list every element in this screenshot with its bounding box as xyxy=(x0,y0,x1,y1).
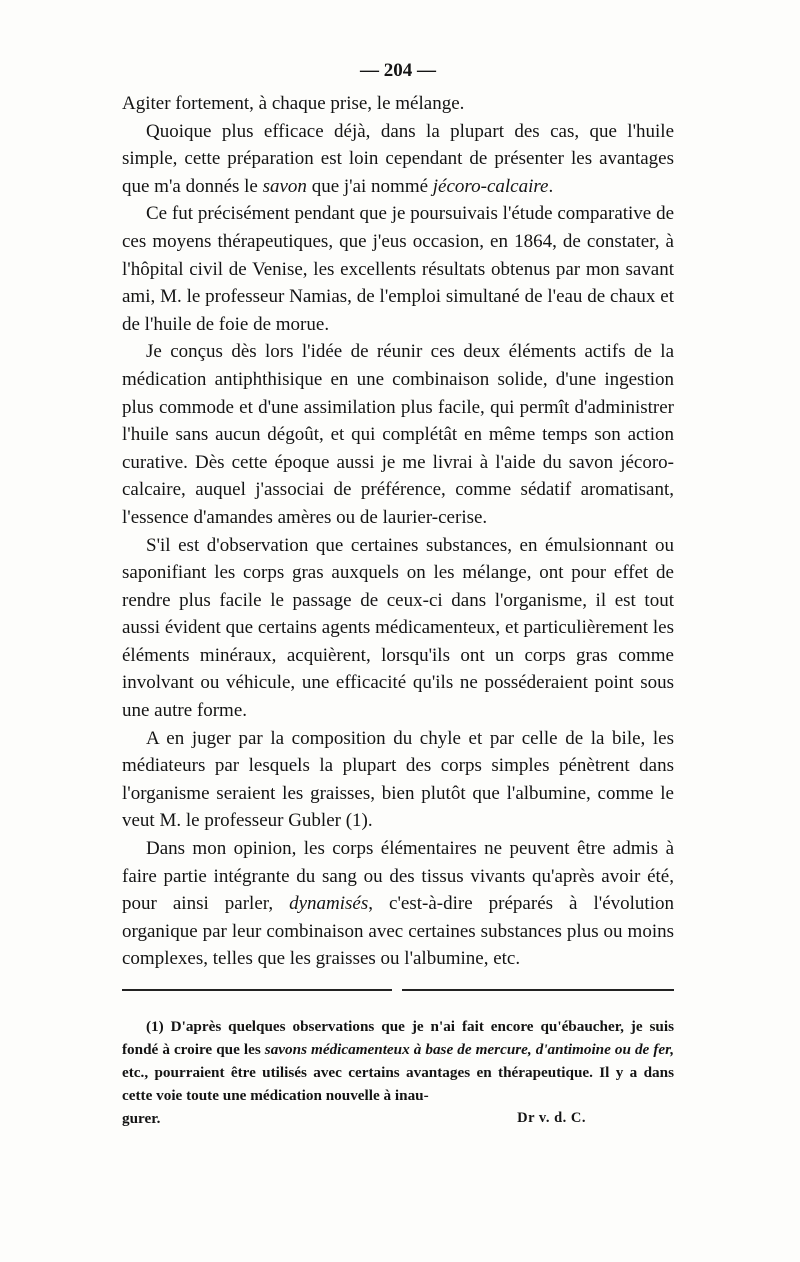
paragraph-2-italic-savon: savon xyxy=(262,175,307,197)
paragraph-2-text-a: Quoique plus efficace déjà, dans la plupart des cas, que l'huile simple, cette préparation est loin cependant de présenter les avantages que m'a donnés le xyxy=(122,120,674,197)
paragraph-7-italic-dynamises: dynamisés xyxy=(289,893,369,915)
body-text xyxy=(122,90,674,973)
footnote-separator xyxy=(122,989,674,991)
footnote-italic: savons médicamenteux à base de mercure, d'antimoine ou de fer, xyxy=(264,1041,674,1058)
footnote-text-b: etc., pourraient être utilisés avec certains avantages en thérapeutique. Il y a dans cette voie toute une médication nouvelle à inau- xyxy=(122,1064,674,1104)
paragraph-7-text-a: Dans mon opinion, les corps élémentaires ne peuvent être admis à faire partie intégrante du sang ou des tissus vivants qu'après avoir été, pour ainsi parler, xyxy=(122,838,674,915)
paragraph-2-italic-jecoro: jécoro-calcaire xyxy=(432,175,549,197)
paragraph-2 xyxy=(122,118,674,201)
footnote-signature: Dr v. d. C. xyxy=(517,1110,586,1126)
paragraph-5: S'il est d'observation que certaines substances, en émulsionnant ou saponifiant les corps gras auxquels on les mélange, ont pour effet de rendre plus facile le passage de ceux-ci dans l'organisme, il est tout aussi évident que certains agents médicamenteux, et particulièrement les éléments minéraux, acquièrent, lorsqu'ils ont un corps gras comme involvant ou véhicule, une efficacité qu'ils ne posséderaient point sous une autre forme. xyxy=(122,534,674,722)
paragraph-2-text-c: . xyxy=(548,175,554,197)
paragraph-4: Je conçus dès lors l'idée de réunir ces deux éléments actifs de la médication antiphthisique en une combinaison solide, d'une ingestion plus commode et d'une assimilation plus facile, qui permît d'administrer l'huile sans aucun dégoût, et qui complétât en même temps son action curative. Dès cette époque aussi je me livrai à l'aide du savon jécoro-calcaire, auquel j'associai de préférence, comme sédatif aromatisant, l'essence d'amandes amères ou de laurier-cerise. xyxy=(122,341,674,528)
footnote-text xyxy=(122,1015,674,1107)
paragraph-6: A en juger par la composition du chyle et par celle de la bile, les médiateurs par lesquels la plupart des corps simples pénètrent dans l'organisme seraient les graisses, bien plutôt que l'albumine, comme le veut M. le professeur Gubler (1). xyxy=(122,727,674,832)
footnote xyxy=(122,1015,674,1130)
paragraph-7-text-b: , c'est-à-dire préparés à l'évolution organique par leur combinaison avec certaines substances plus ou moins complexes, telles que les graisses ou l'albumine, etc. xyxy=(122,893,674,970)
separator-right xyxy=(402,989,674,991)
paragraph-7 xyxy=(122,835,674,973)
paragraph-2-text-b: que j'ai nommé xyxy=(306,175,433,197)
footnote-last-line xyxy=(122,1107,674,1130)
book-page xyxy=(122,56,674,1130)
paragraph-1: Agiter fortement, à chaque prise, le mélange. xyxy=(122,93,465,114)
page-number: — 204 — xyxy=(360,60,436,81)
footnote-text-a: (1) D'après quelques observations que je n'ai fait encore qu'ébaucher, je suis fondé à croire que les xyxy=(122,1018,674,1058)
separator-left xyxy=(122,989,392,991)
paragraph-3: Ce fut précisément pendant que je poursuivais l'étude comparative de ces moyens thérapeutiques, que j'eus occasion, en 1864, de constater, à l'hôpital civil de Venise, les excellents résultats obtenus par mon savant ami, M. le professeur Namias, de l'emploi simultané de l'eau de chaux et de l'huile de foie de morue. xyxy=(122,203,674,335)
footnote-last-word: gurer. xyxy=(122,1110,161,1127)
